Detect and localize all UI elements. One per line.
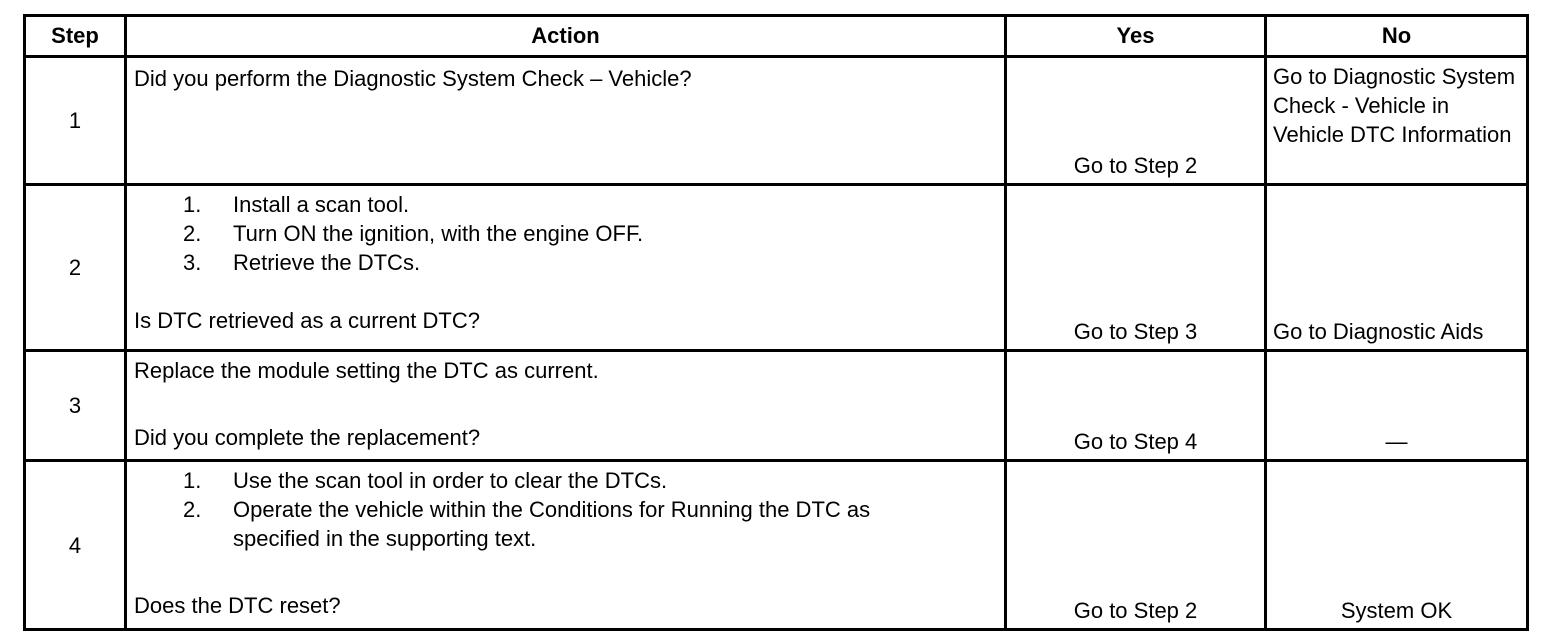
no-cell: Go to Diagnostic System Check - Vehicle in Vehicle DTC Information [1266, 57, 1528, 185]
no-cell: — [1266, 351, 1528, 461]
action-cell [126, 57, 1006, 185]
header-action: Action [126, 16, 1006, 57]
action-steps-list [134, 190, 998, 277]
no-cell: Go to Diagnostic Aids [1266, 185, 1528, 351]
action-question: Did you complete the replacement? [134, 425, 481, 450]
yes-cell: Go to Step 2 [1006, 57, 1266, 185]
action-instruction: Replace the module setting the DTC as current. [134, 358, 599, 383]
table-row [25, 57, 1528, 185]
action-cell [126, 185, 1006, 351]
action-steps-list [134, 466, 914, 553]
list-item: 3. Retrieve the DTCs. [183, 250, 421, 275]
yes-cell: Go to Step 3 [1006, 185, 1266, 351]
diagnostic-table [23, 14, 1529, 631]
header-row [25, 16, 1528, 57]
no-cell: System OK [1266, 461, 1528, 630]
table-row [25, 185, 1528, 351]
step-number: 4 [25, 461, 126, 630]
header-yes: Yes [1006, 16, 1266, 57]
step-number: 1 [25, 57, 126, 185]
table-row [25, 461, 1528, 630]
list-item: 1. Install a scan tool. [183, 192, 410, 217]
list-item: 1. Use the scan tool in order to clear the DTCs. [183, 468, 668, 493]
table-row [25, 351, 1528, 461]
yes-cell: Go to Step 4 [1006, 351, 1266, 461]
header-no: No [1266, 16, 1528, 57]
action-question: Is DTC retrieved as a current DTC? [134, 308, 480, 333]
action-cell [126, 351, 1006, 461]
action-question: Did you perform the Diagnostic System Check – Vehicle? [134, 66, 692, 91]
action-question: Does the DTC reset? [134, 593, 341, 618]
step-number: 3 [25, 351, 126, 461]
list-item: 2. Operate the vehicle within the Conditions for Running the DTC as specified in the supporting text. [183, 497, 871, 551]
list-item: 2. Turn ON the ignition, with the engine OFF. [183, 221, 644, 246]
step-number: 2 [25, 185, 126, 351]
yes-cell: Go to Step 2 [1006, 461, 1266, 630]
action-cell [126, 461, 1006, 630]
header-step: Step [25, 16, 126, 57]
